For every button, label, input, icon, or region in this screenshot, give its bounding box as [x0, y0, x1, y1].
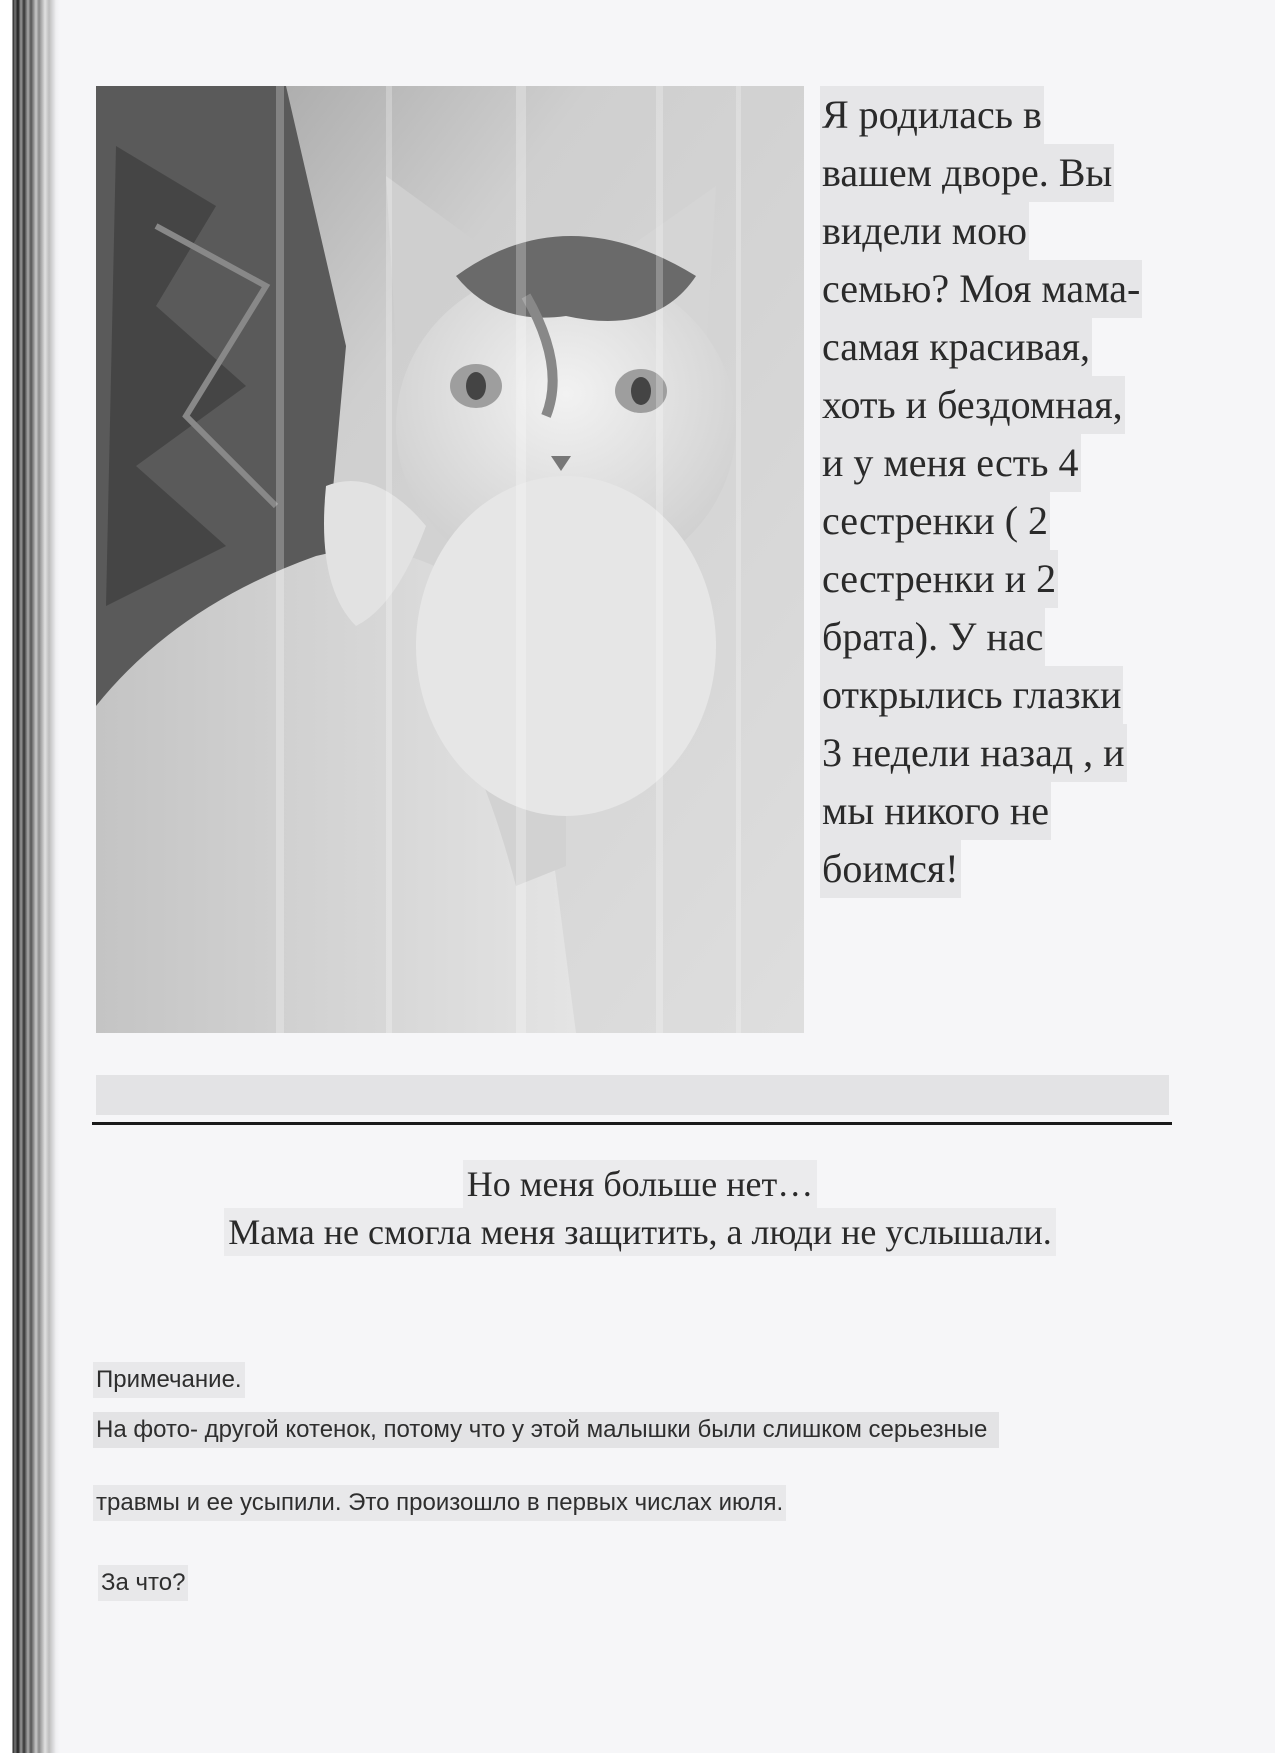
story-line: вашем дворе. Вы [820, 144, 1114, 202]
story-text [820, 86, 1240, 898]
note-question-text: За что? [98, 1565, 188, 1601]
story-line: и у меня есть 4 [820, 434, 1081, 492]
message-line-1: Но меня больше нет… [463, 1160, 817, 1208]
note-line-1 [93, 1412, 999, 1448]
note-line-2-text: травмы и ее усыпили. Это произошло в первых числах июля. [93, 1485, 786, 1521]
story-line: видели мою [820, 202, 1029, 260]
story-line: брата). У нас [820, 608, 1045, 666]
story-line: сестренки ( 2 [820, 492, 1050, 550]
story-line: семью? Моя мама- [820, 260, 1142, 318]
note-question [98, 1565, 188, 1601]
story-line: самая красивая, [820, 318, 1092, 376]
story-line: Я родилась в [820, 86, 1044, 144]
note-line-2 [93, 1485, 786, 1521]
note-title [93, 1362, 245, 1398]
scanned-page-edge [0, 0, 60, 1753]
story-line: мы никого не [820, 782, 1051, 840]
message-block [60, 1160, 1220, 1256]
story-line: открылись глазки [820, 666, 1123, 724]
kitten-photo-illustration [96, 86, 804, 1033]
kitten-photo [96, 86, 804, 1033]
story-line: хоть и бездомная, [820, 376, 1125, 434]
note-line-1-text: На фото- другой котенок, потому что у этой малышки были слишком серьезные [93, 1412, 999, 1448]
separator-band [96, 1075, 1169, 1115]
horizontal-rule [92, 1122, 1172, 1125]
message-line-2: Мама не смогла меня защитить, а люди не услышали. [224, 1208, 1056, 1256]
story-line: сестренки и 2 [820, 550, 1058, 608]
story-line: 3 недели назад , и [820, 724, 1127, 782]
story-line: боимся! [820, 840, 961, 898]
note-title-text: Примечание. [93, 1362, 245, 1398]
